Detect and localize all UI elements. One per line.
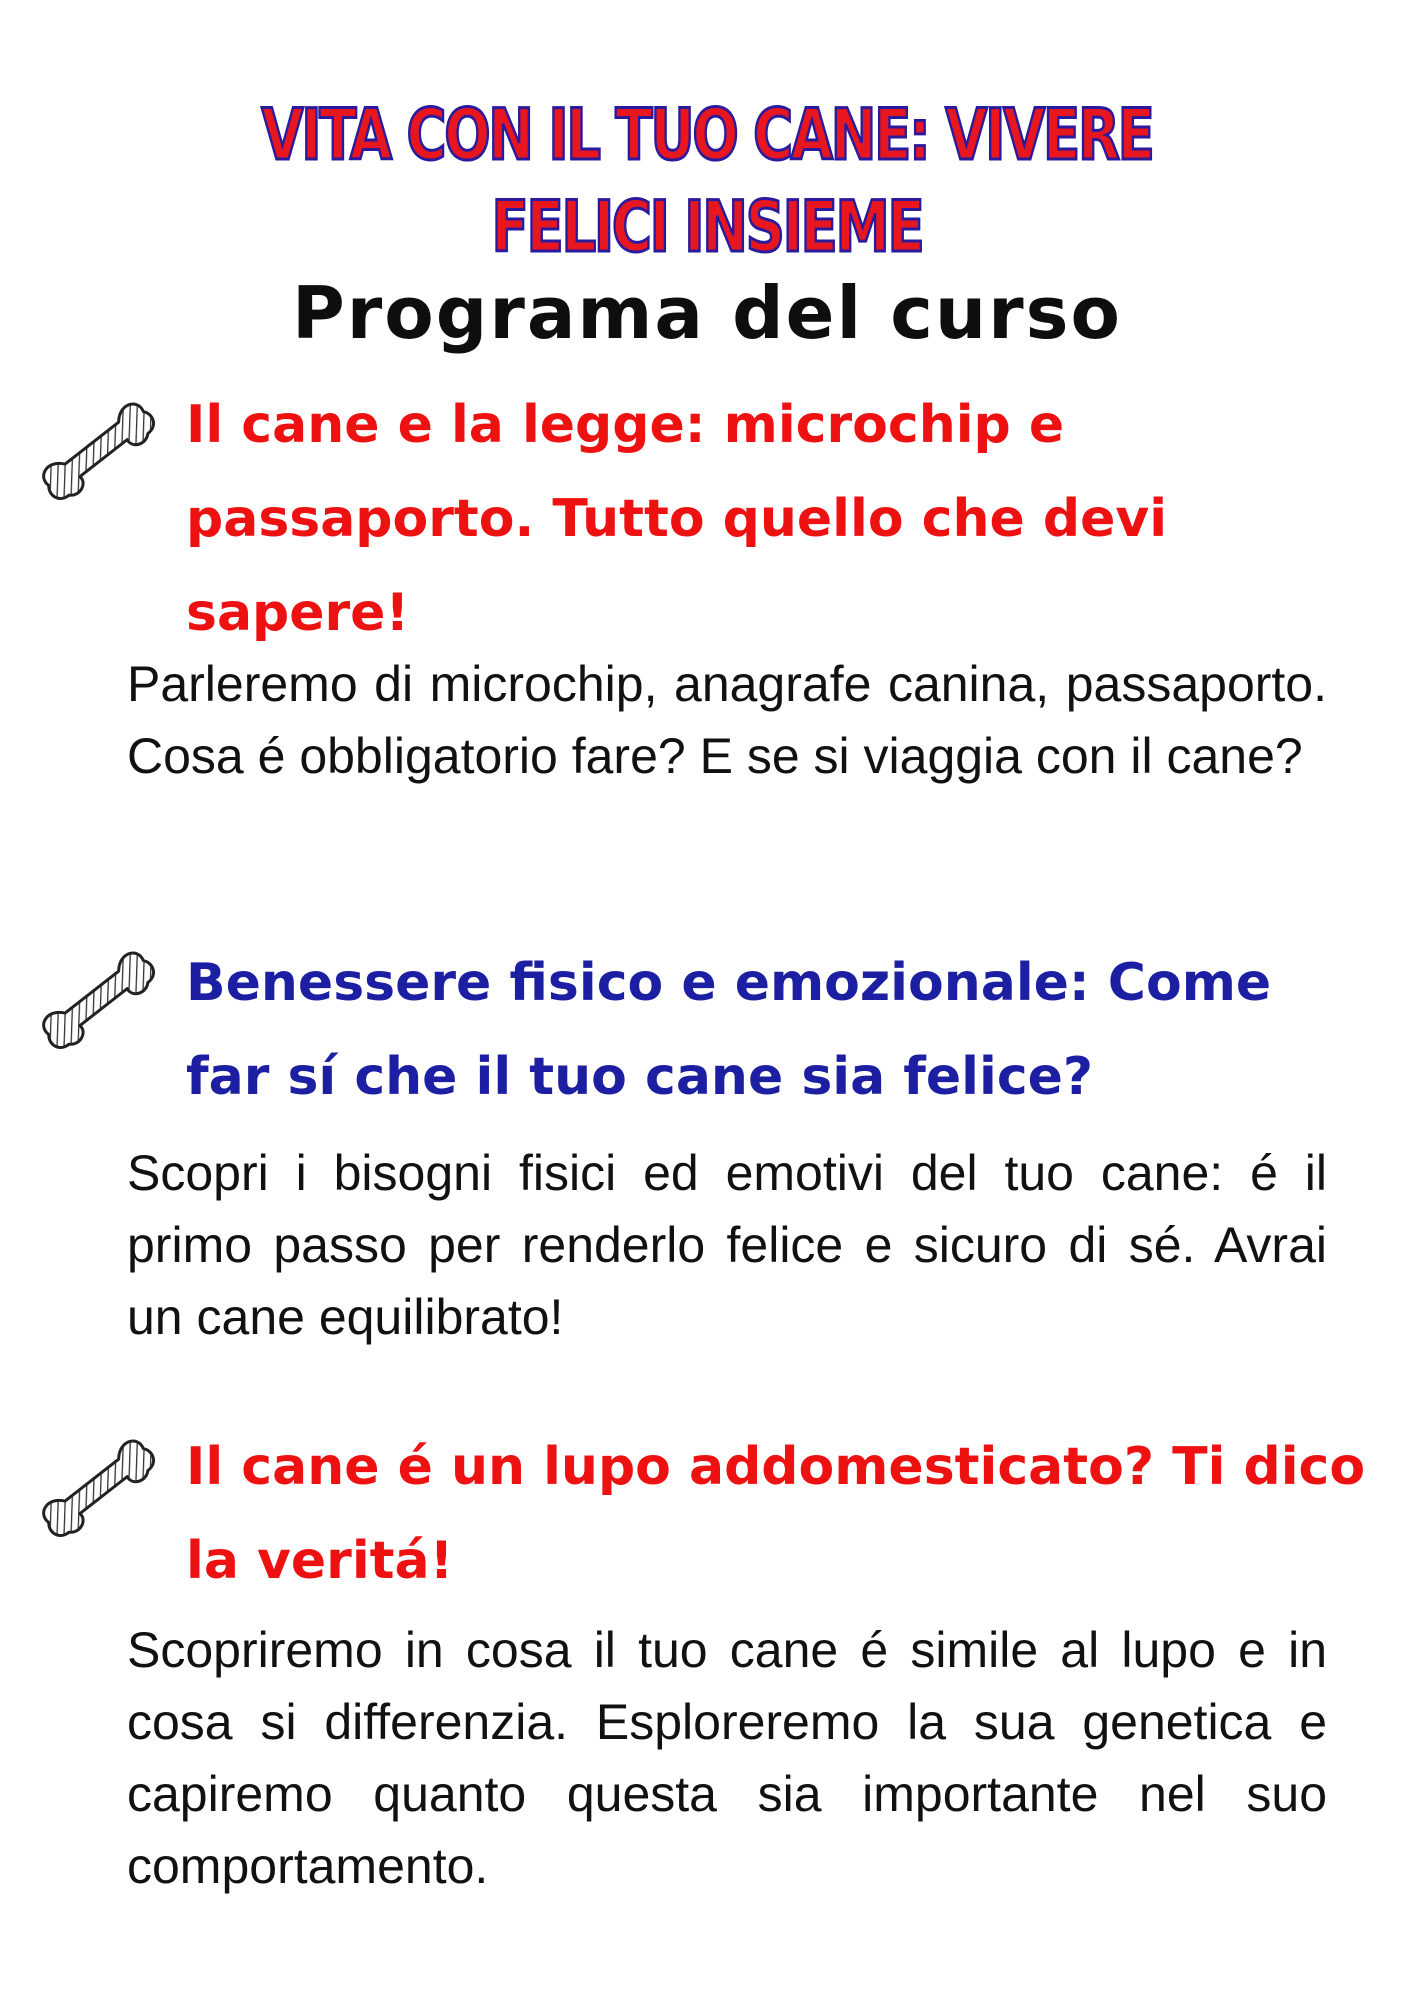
section-body: Scopriremo in cosa il tuo cane é simile al lupo e in cosa si differenzia. Esploreremo la sua genetica e capiremo quanto questa sia importante nel suo comportamento.: [127, 1622, 1327, 1894]
course-program-subtitle: Programa del curso: [292, 271, 1122, 355]
bone-icon: [28, 945, 168, 1055]
section-body: Parleremo di microchip, anagrafe canina, passaporto. Cosa é obbligatorio fare? E se si viaggia con il cane?: [127, 656, 1327, 784]
section-heading: Benessere fisico e emozionale: Come far sí che il tuo cane sia felice?: [186, 953, 1272, 1107]
section-body: Scopri i bisogni fisici ed emotivi del tuo cane: é il primo passo per renderlo felice e sicuro di sé. Avrai un cane equilibrato!: [127, 1145, 1327, 1345]
page-title: VITA CON IL TUO CANE: VIVERE FELICI INSIEME: [261, 93, 1153, 268]
section-heading: Il cane e la legge: microchip e passaporto. Tutto quello che devi sapere!: [186, 395, 1168, 643]
bone-icon: [28, 396, 168, 506]
section-heading: Il cane é un lupo addomesticato? Ti dico la veritá!: [186, 1437, 1366, 1591]
bone-icon: [28, 1433, 168, 1543]
